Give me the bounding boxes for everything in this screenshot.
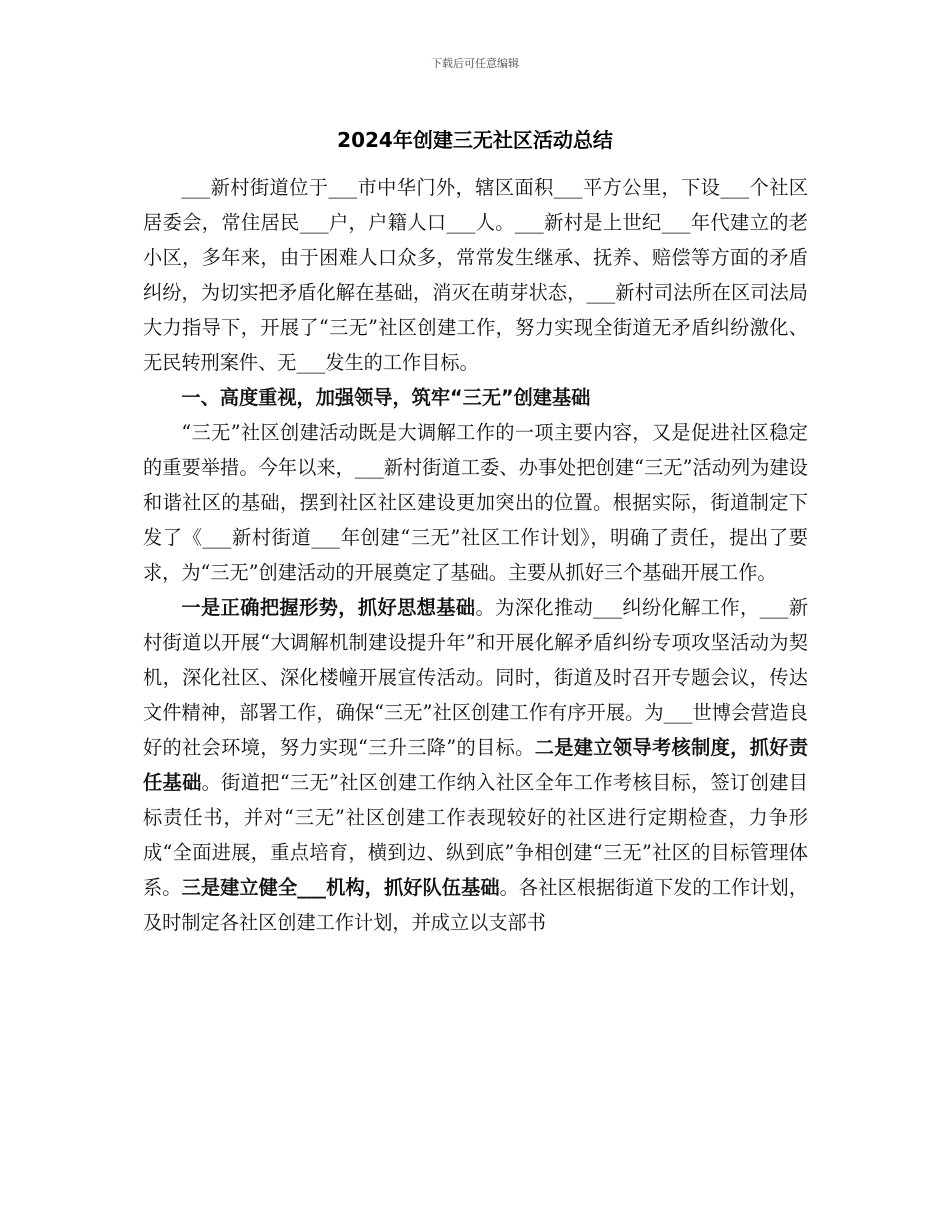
point-one-title: 一是正确把握形势，抓好思想基础	[181, 596, 476, 619]
section-heading: 一、高度重视，加强领导，筑牢“三无”创建基础	[181, 386, 591, 409]
point-one-text: 。为深化推动___纠纷化解工作，___新村街道以开展“大调解机制建设提升年”和开展化解矛盾纠纷专项攻坚活动为契机，深化社区、深化楼幢开展宣传活动。同时，街道及时召开专题会议，传达文件精神，部署工作，确保“三无”社区创建工作有序开展。为___世博会营造良好的社会环境，努力实现“三升三降”的目标。	[143, 596, 809, 759]
section-paragraph: “三无”社区创建活动既是大调解工作的一项主要内容，又是促进社区稳定的重要举措。今年以来，___新村街道工委、办事处把创建“三无”活动列为建设和谐社区的基础，摆到社区社区建设更加突出的位置。根据实际，街道制定下发了《___新村街道___年创建“三无”社区工作计划》，明确了责任，提出了要求，为“三无”创建活动的开展奠定了基础。主要从抓好三个基础开展工作。	[143, 421, 808, 584]
point-three-text: 。各社区根据街道下发的工作计划，及时制定各社区创建工作计划，并成立以支部书	[143, 876, 809, 934]
document-body	[143, 170, 808, 940]
section-points-paragraph	[143, 590, 808, 940]
point-two-text: 。街道把“三无”社区创建工作纳入社区全年工作考核目标，签订创建目标责任书，并对“三无”社区创建工作表现较好的社区进行定期检查，力争形成“全面进展，重点培育，横到边、纵到底”争相创建“三无”社区的目标管理体系。	[143, 771, 808, 899]
point-three-title: 三是建立健全___机构，抓好队伍基础	[181, 876, 500, 899]
page-header-note: 下载后可任意编辑	[431, 57, 519, 70]
intro-paragraph: ___新村街道位于___市中华门外，辖区面积___平方公里，下设___个社区居委会，常住居民___户，户籍人口___人。___新村是上世纪___年代建立的老小区，多年来，由于困难人口众多，常常发生继承、抚养、赔偿等方面的矛盾纠纷，为切实把矛盾化解在基础，消灭在萌芽状态，___新村司法所在区司法局大力指导下，开展了“三无”社区创建工作，努力实现全街道无矛盾纠纷激化、无民转刑案件、无___发生的工作目标。	[143, 176, 808, 374]
point-two-title: 二是建立领导考核制度，抓好责任基础	[143, 736, 809, 794]
document-title: 2024年创建三无社区活动总结	[337, 128, 613, 152]
